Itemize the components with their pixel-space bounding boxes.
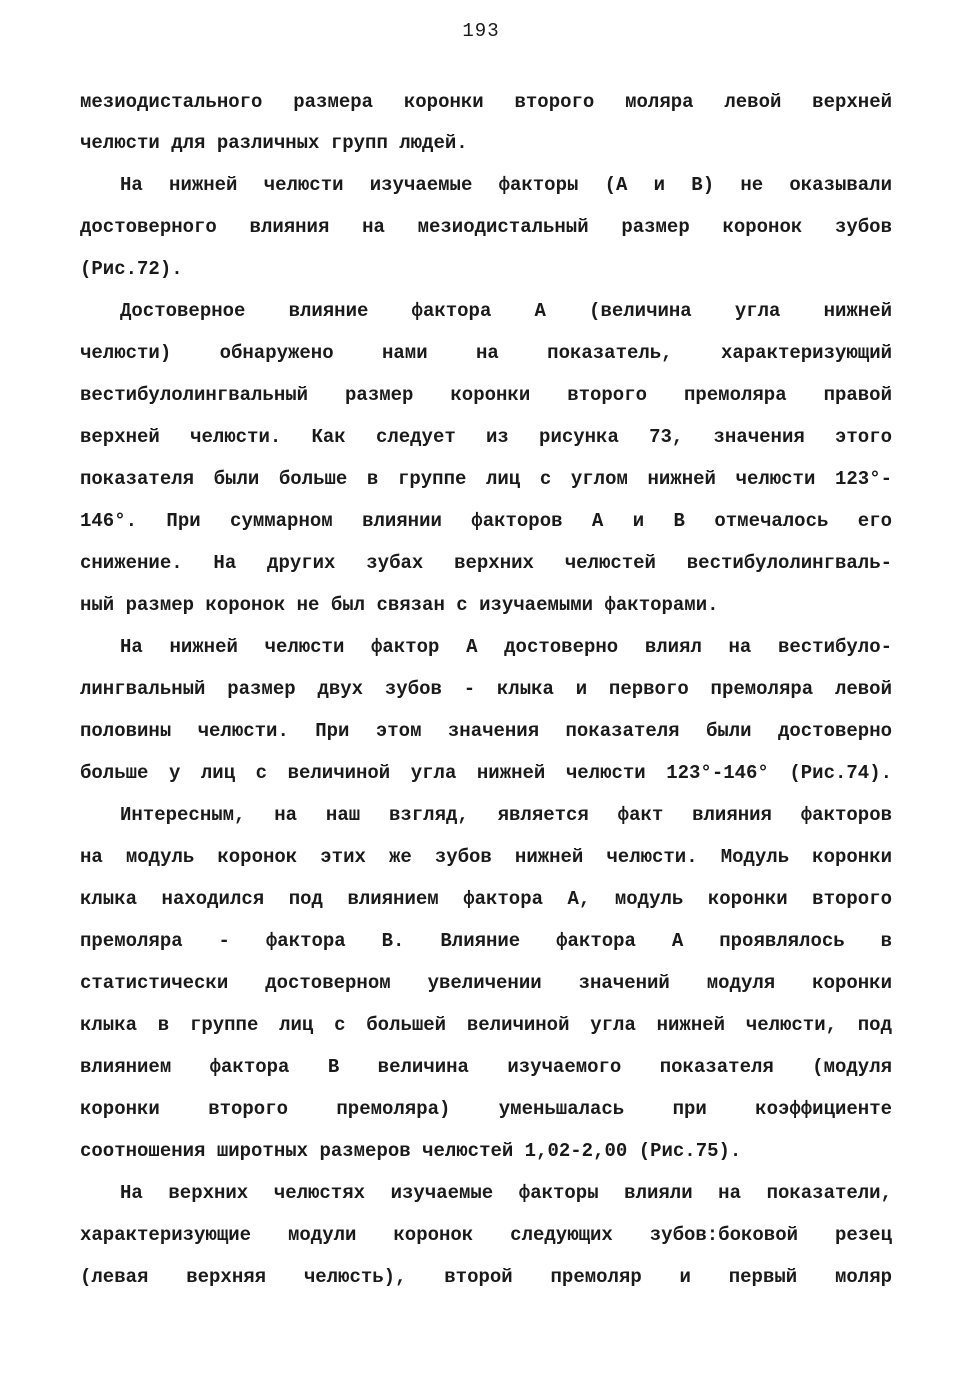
text-line: половины челюсти. При этом значения показателя были достоверно <box>80 720 892 742</box>
text-line: вестибулолингвальный размер коронки второго премоляра правой <box>80 384 892 406</box>
text-line: На нижней челюсти изучаемые факторы (А и В) не оказывали <box>120 174 892 196</box>
text-line: На нижней челюсти фактор А достоверно влиял на вестибуло- <box>120 636 892 658</box>
text-line: На верхних челюстях изучаемые факторы влияли на показатели, <box>120 1182 892 1204</box>
text-line: характеризующие модули коронок следующих зубов:боковой резец <box>80 1224 892 1246</box>
text-line: (Рис.72). <box>80 258 183 280</box>
text-line: ный размер коронок не был связан с изучаемыми факторами. <box>80 594 719 616</box>
text-line: больше у лиц с величиной угла нижней челюсти 123°-146° (Рис.74). <box>80 762 892 784</box>
text-line: соотношения широтных размеров челюстей 1,02-2,00 (Рис.75). <box>80 1140 742 1162</box>
text-line: мезиодистального размера коронки второго моляра левой верхней <box>80 91 892 113</box>
text-line: премоляра - фактора В. Влияние фактора А проявлялось в <box>80 930 892 952</box>
text-line: лингвальный размер двух зубов - клыка и первого премоляра левой <box>80 678 892 700</box>
text-line: показателя были больше в группе лиц с углом нижней челюсти 123°- <box>80 468 892 490</box>
text-line: клыка находился под влиянием фактора А, модуль коронки второго <box>80 888 892 910</box>
text-line: влиянием фактора В величина изучаемого показателя (модуля <box>80 1056 892 1078</box>
text-line: Достоверное влияние фактора А (величина угла нижней <box>120 300 892 322</box>
text-line: 146°. При суммарном влиянии факторов А и В отмечалось его <box>80 510 892 532</box>
text-line: челюсти для различных групп людей. <box>80 132 468 154</box>
text-line: челюсти) обнаружено нами на показатель, характеризующий <box>80 342 892 364</box>
page-number: 193 <box>462 20 500 42</box>
text-line: коронки второго премоляра) уменьшалась при коэффициенте <box>80 1098 892 1120</box>
text-line: на модуль коронок этих же зубов нижней челюсти. Модуль коронки <box>80 846 892 868</box>
text-line: снижение. На других зубах верхних челюстей вестибулолингваль- <box>80 552 892 574</box>
text-line: Интересным, на наш взгляд, является факт влияния факторов <box>120 804 892 826</box>
text-line: достоверного влияния на мезиодистальный размер коронок зубов <box>80 216 892 238</box>
text-line: статистически достоверном увеличении значений модуля коронки <box>80 972 892 994</box>
text-line: клыка в группе лиц с большей величиной угла нижней челюсти, под <box>80 1014 892 1036</box>
text-line: (левая верхняя челюсть), второй премоляр и первый моляр <box>80 1266 892 1288</box>
text-line: верхней челюсти. Как следует из рисунка 73, значения этого <box>80 426 892 448</box>
